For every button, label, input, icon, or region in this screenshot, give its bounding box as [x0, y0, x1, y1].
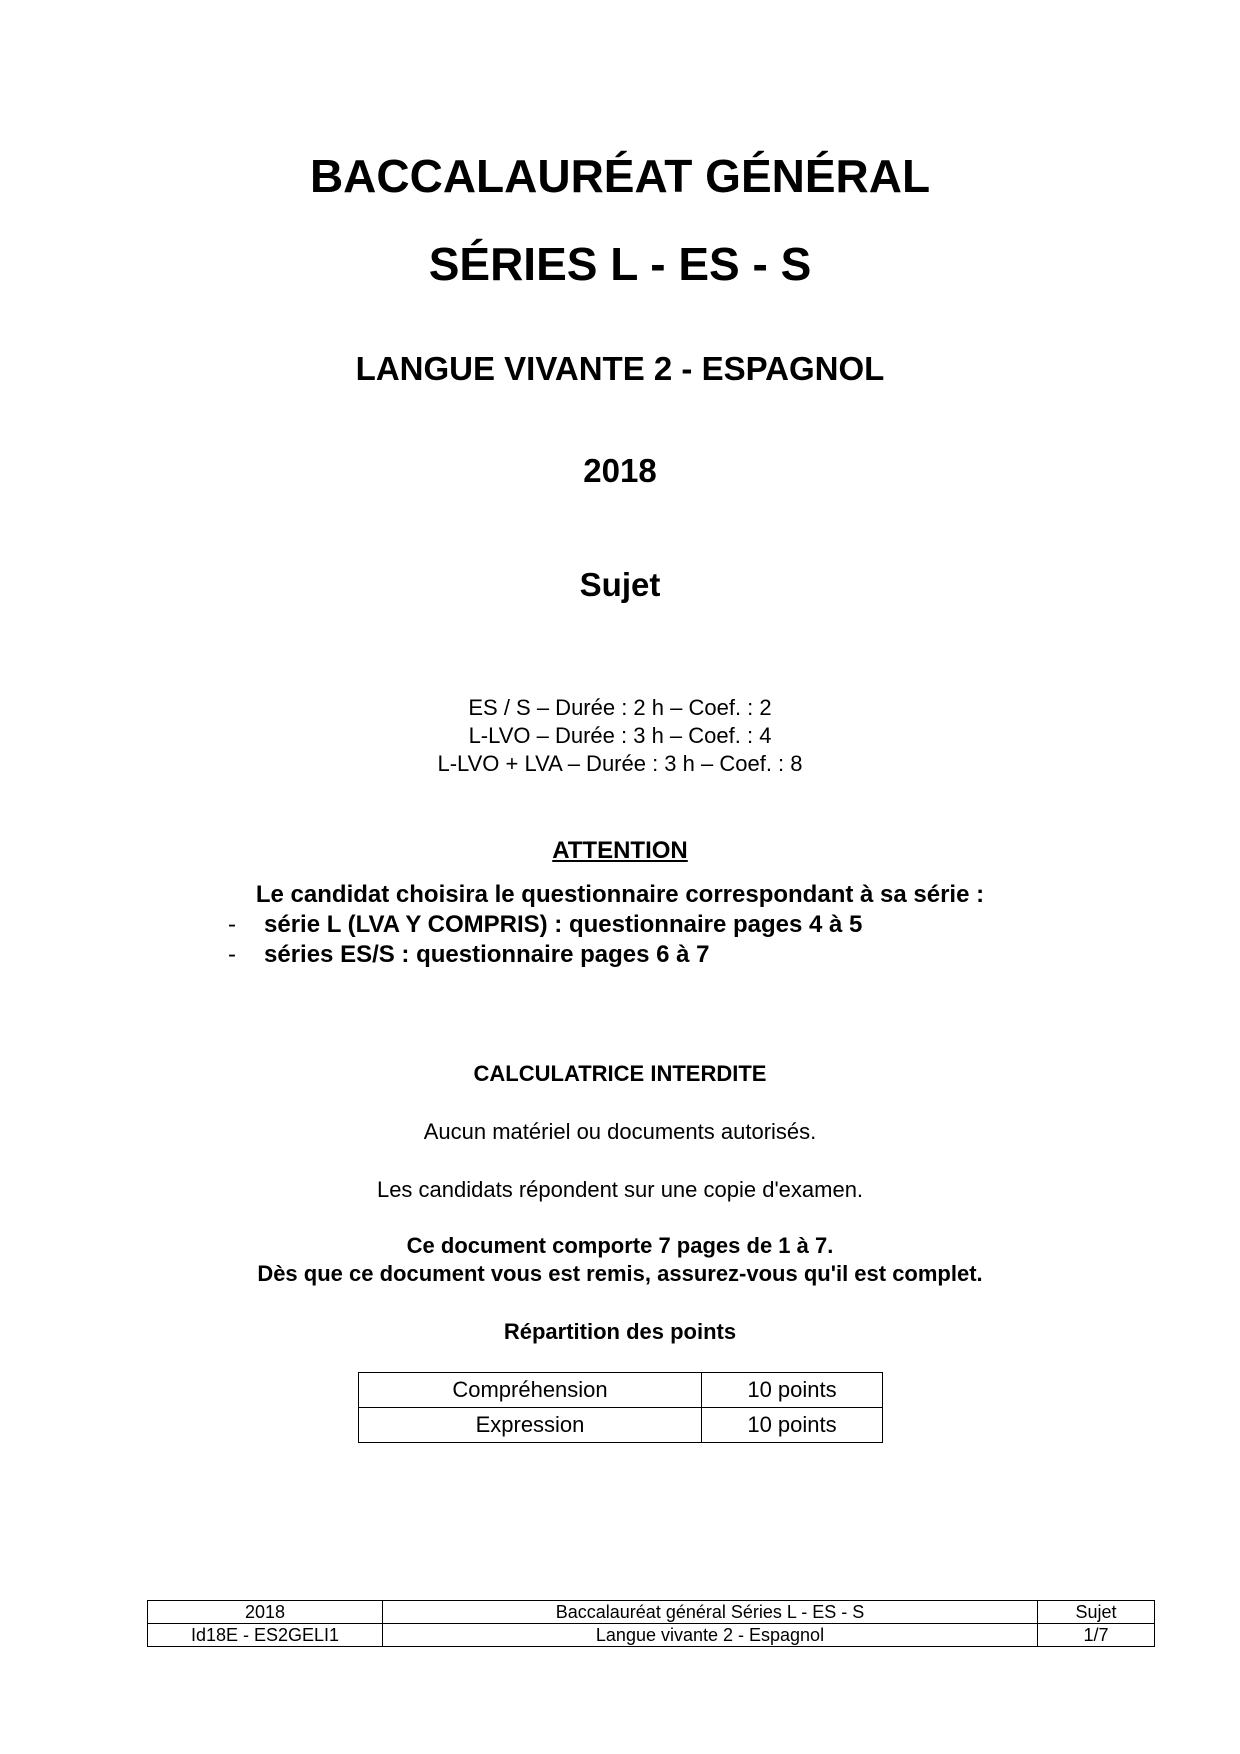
exam-year: 2018: [583, 452, 657, 489]
copy-notice: Les candidats répondent sur une copie d'examen.: [376, 1177, 864, 1202]
exam-series: SÉRIES L - ES - S: [428, 238, 812, 290]
duration-line-l-lvo: L-LVO – Durée : 3 h – Coef. : 4: [468, 723, 772, 748]
page-footer-table: [147, 1600, 1155, 1647]
exam-title: BACCALAURÉAT GÉNÉRAL: [309, 150, 931, 202]
page-count-notice: Ce document comporte 7 pages de 1 à 7.: [406, 1233, 834, 1258]
material-notice: Aucun matériel ou documents autorisés.: [423, 1119, 817, 1144]
footer-exam: Baccalauréat général Séries L - ES - S: [383, 1601, 1038, 1624]
duration-block: [0, 694, 1240, 778]
points-heading: Répartition des points: [503, 1319, 737, 1344]
points-label-expression: Expression: [359, 1408, 702, 1443]
footer-subject: Langue vivante 2 - Espagnol: [383, 1624, 1038, 1647]
duration-line-l-lvo-lva: L-LVO + LVA – Durée : 3 h – Coef. : 8: [437, 751, 803, 776]
doc-type-label: Sujet: [579, 566, 661, 603]
table-row: [359, 1373, 883, 1408]
choice-serie-l: série L (LVA Y COMPRIS) : questionnaire pages 4 à 5: [264, 911, 863, 938]
table-row: [148, 1624, 1155, 1647]
calculator-notice: CALCULATRICE INTERDITE: [473, 1061, 767, 1086]
choice-series-es-s: séries ES/S : questionnaire pages 6 à 7: [264, 941, 710, 968]
table-row: [148, 1601, 1155, 1624]
attention-intro: Le candidat choisira le questionnaire correspondant à sa série :: [255, 881, 985, 908]
points-value-comprehension: 10 points: [702, 1373, 883, 1408]
attention-heading: ATTENTION: [552, 837, 688, 864]
exam-subject: LANGUE VIVANTE 2 - ESPAGNOL: [355, 350, 885, 387]
footer-code: Id18E - ES2GELI1: [148, 1624, 383, 1647]
points-table: [358, 1372, 883, 1443]
list-dash: -: [228, 911, 236, 938]
points-value-expression: 10 points: [702, 1408, 883, 1443]
footer-page-number: 1/7: [1038, 1624, 1155, 1647]
footer-year: 2018: [148, 1601, 383, 1624]
completeness-notice: Dès que ce document vous est remis, assurez-vous qu'il est complet.: [257, 1261, 983, 1286]
list-dash: -: [228, 941, 236, 968]
points-label-comprehension: Compréhension: [359, 1373, 702, 1408]
footer-doc-type: Sujet: [1038, 1601, 1155, 1624]
duration-line-es-s: ES / S – Durée : 2 h – Coef. : 2: [468, 695, 772, 720]
table-row: [359, 1408, 883, 1443]
